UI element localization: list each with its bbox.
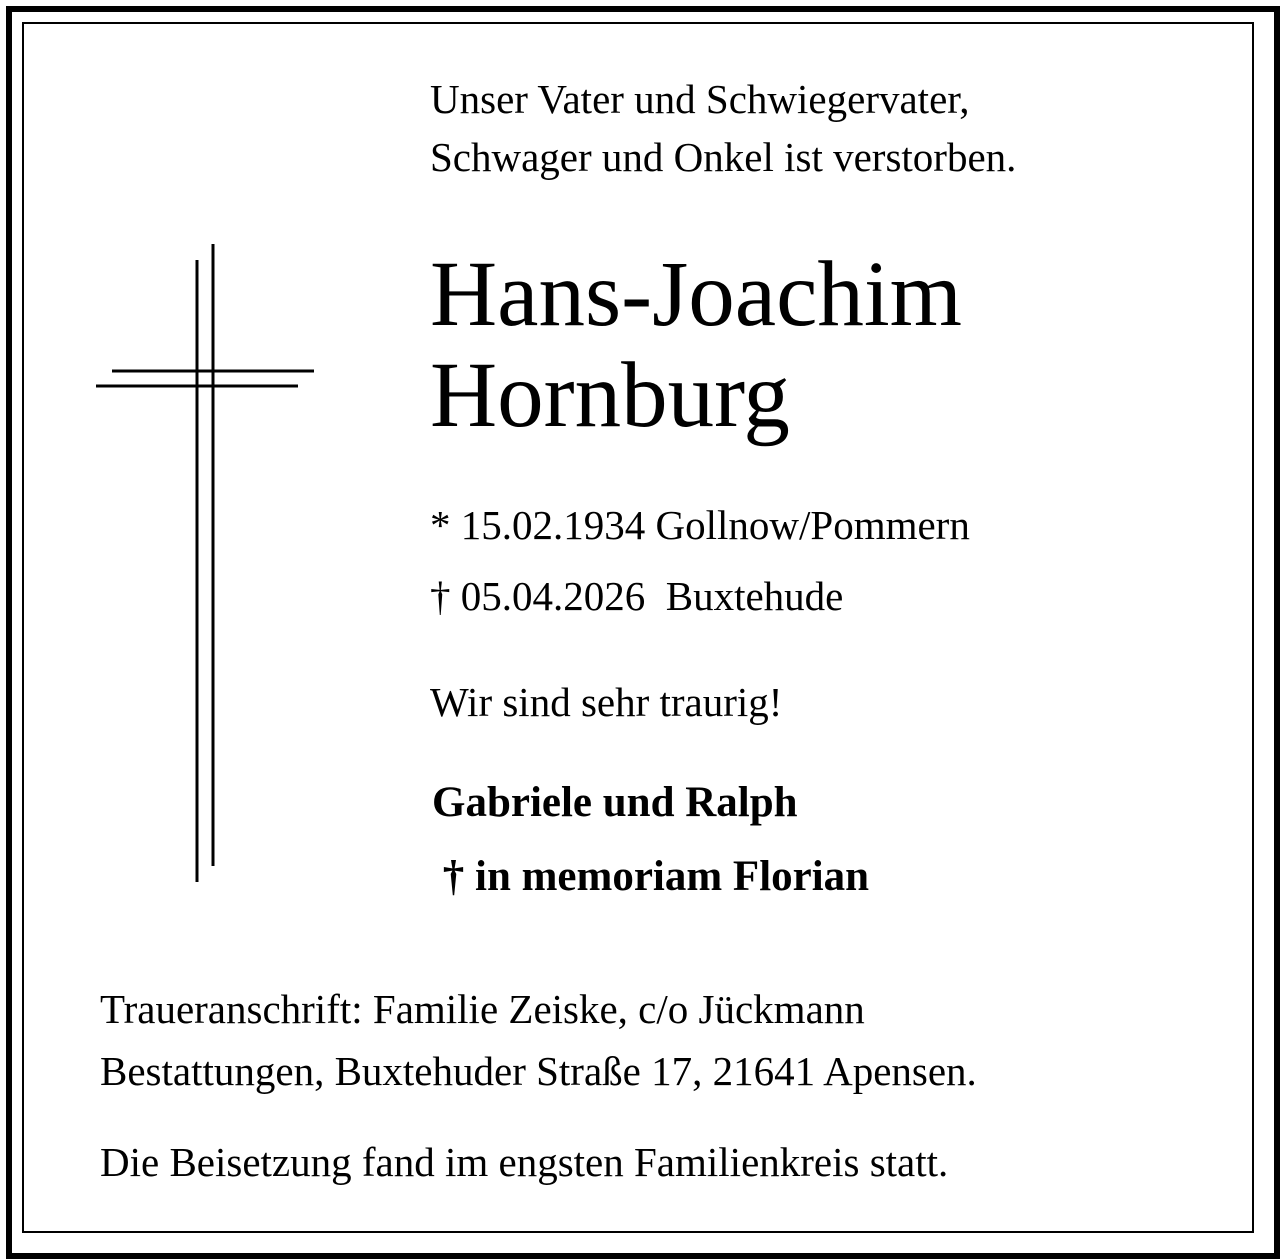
address-line: Bestattungen, Buxtehuder Straße 17, 21641 Apensen.: [100, 1048, 977, 1094]
first-name: Hans-Joachim: [430, 243, 963, 346]
memoriam-line: † in memoriam Florian: [432, 853, 870, 900]
mourners: [432, 766, 869, 914]
mourner-names: Gabriele und Ralph: [432, 779, 798, 826]
intro-text: [430, 70, 1016, 186]
mourning-address: [100, 978, 977, 1102]
intro-line: Unser Vater und Schwiegervater,: [430, 76, 970, 122]
message-text: Wir sind sehr traurig!: [430, 679, 783, 725]
death-date: † 05.04.2026 Buxtehude: [430, 573, 844, 619]
address-line: Traueranschrift: Familie Zeiske, c/o Jückmann: [100, 986, 865, 1032]
last-name: Hornburg: [430, 344, 790, 447]
intro-line: Schwager und Onkel ist verstorben.: [430, 134, 1017, 180]
life-dates: [430, 490, 970, 632]
birth-date: * 15.02.1934 Gollnow/Pommern: [430, 502, 970, 548]
deceased-name: [430, 244, 962, 446]
burial-note: Die Beisetzung fand im engsten Familienkreis statt.: [100, 1139, 949, 1185]
